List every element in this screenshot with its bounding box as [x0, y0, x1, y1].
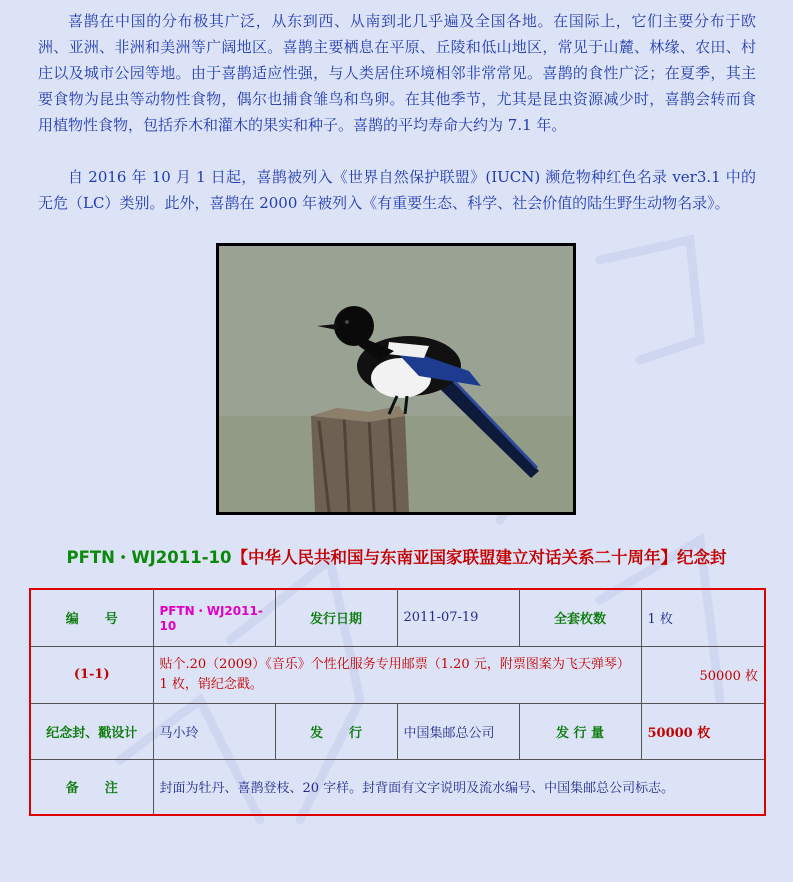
number-label: 编 号: [30, 589, 153, 646]
cover-title: 【中华人民共和国与东南亚国家联盟建立对话关系二十周年】纪念封: [231, 548, 727, 567]
issue-date-label: 发行日期: [275, 589, 397, 646]
issuer-label: 发 行: [275, 703, 397, 759]
cover-title-heading: [0, 544, 793, 568]
table-row: [30, 703, 765, 759]
cover-code: PFTN・WJ2011-10: [66, 548, 232, 567]
volume-label: 发 行 量: [519, 703, 641, 759]
volume-value: 50000 枚: [641, 703, 765, 759]
item-quantity: 50000 枚: [641, 646, 765, 703]
intro-paragraph: 喜鹊在中国的分布极其广泛，从东到西、从南到北几乎遍及全国各地。在国际上，它们主要分布于欧洲、亚洲、非洲和美洲等广阔地区。喜鹊主要栖息在平原、丘陵和低山地区，常见于山麓、林缘、农田、村庄以及城市公园等地。由于喜鹊适应性强，与人类居住环境相邻非常常见。喜鹊的食性广泛；在夏季，其主要食物为昆虫等动物性食物，偶尔也捕食雏鸟和鸟卵。在其他季节，尤其是昆虫资源减少时，喜鹊会转而食用植物性食物，包括乔木和灌木的果实和种子。喜鹊的平均寿命大约为 7.1 年。: [38, 12, 756, 134]
cover-info-table: [29, 588, 766, 816]
item-description: 贴个.20（2009）《音乐》个性化服务专用邮票（1.20 元，附票图案为飞天弹琴）1 枚，销纪念戳。: [153, 646, 641, 703]
designer-value: 马小玲: [153, 703, 275, 759]
issuer-value: 中国集邮总公司: [397, 703, 519, 759]
magpie-illustration: [219, 246, 573, 512]
table-row: [30, 646, 765, 703]
item-index: (1-1): [30, 646, 153, 703]
conservation-paragraph: 自 2016 年 10 月 1 日起，喜鹊被列入《世界自然保护联盟》(IUCN) 濒危物种红色名录 ver3.1 中的无危（LC）类别。此外，喜鹊在 2000 年被列入《有重要生态、科学、社会价值的陆生野生动物名录》。: [38, 168, 756, 212]
magpie-on-post-photo: [216, 243, 576, 515]
designer-label: 纪念封、戳设计: [30, 703, 153, 759]
table-row: [30, 759, 765, 815]
notes-value: 封面为牡丹、喜鹊登枝、20 字样。封背面有文字说明及流水编号、中国集邮总公司标志。: [153, 759, 765, 815]
set-count-label: 全套枚数: [519, 589, 641, 646]
number-value: PFTN・WJ2011-10: [153, 589, 275, 646]
table-row: [30, 589, 765, 646]
set-count-value: 1 枚: [641, 589, 765, 646]
issue-date-value: 2011-07-19: [397, 589, 519, 646]
notes-label: 备 注: [30, 759, 153, 815]
